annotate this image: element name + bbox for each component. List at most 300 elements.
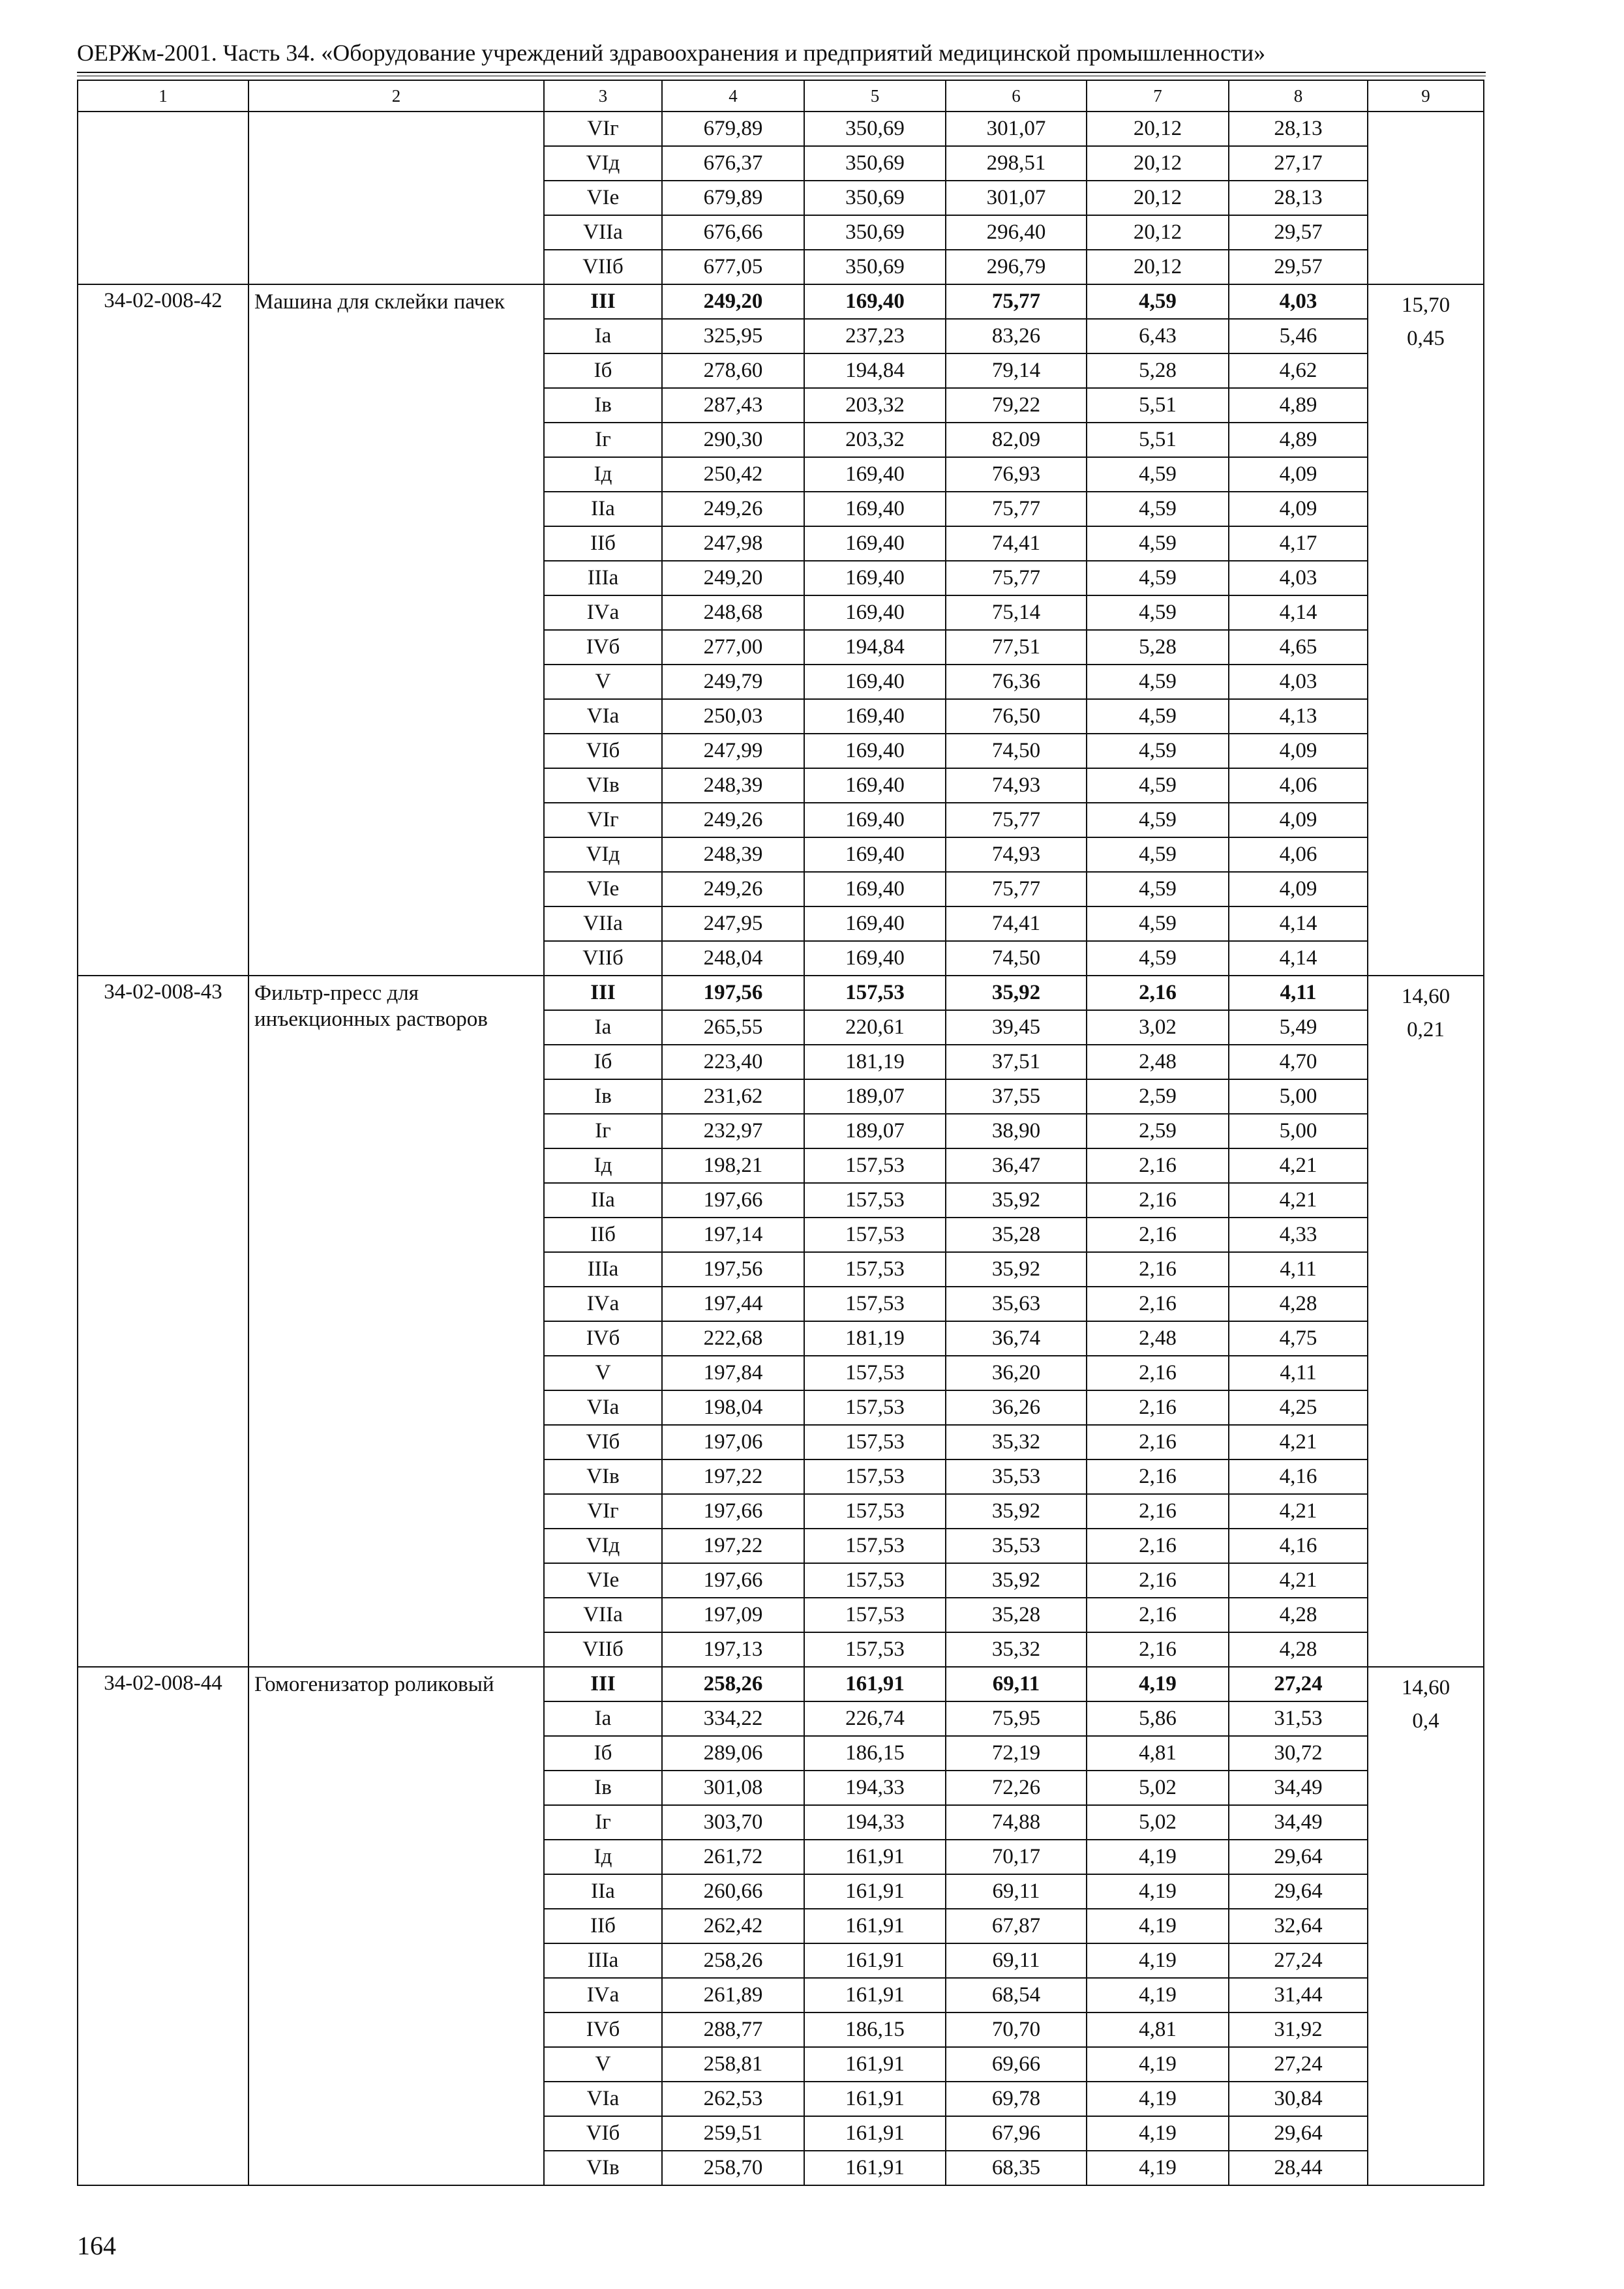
value-cell: 258,26 [662,1943,804,1978]
value-cell: 75,95 [946,1701,1087,1736]
value-cell: 262,42 [662,1909,804,1943]
extra-value: 0,45 [1407,327,1445,350]
zone-cell: IIа [544,1874,662,1909]
value-cell: 258,70 [662,2151,804,2185]
value-cell: 169,40 [804,699,946,734]
value-cell: 303,70 [662,1805,804,1840]
code-cell: 34-02-008-44 [78,1667,248,2185]
value-cell: 4,19 [1087,1874,1229,1909]
value-cell: 203,32 [804,423,946,457]
value-cell: 679,89 [662,181,804,215]
value-cell: 75,77 [946,561,1087,595]
value-cell: 4,16 [1229,1459,1368,1494]
value-cell: 189,07 [804,1114,946,1148]
value-cell: 5,46 [1229,319,1368,353]
value-cell: 301,07 [946,112,1087,146]
zone-cell: IIб [544,1218,662,1252]
value-cell: 2,16 [1087,1390,1229,1425]
value-cell: 67,87 [946,1909,1087,1943]
value-cell: 30,84 [1229,2082,1368,2116]
zone-cell: Iд [544,457,662,492]
value-cell: 27,24 [1229,1943,1368,1978]
value-cell: 4,75 [1229,1321,1368,1356]
value-cell: 4,59 [1087,803,1229,837]
name-cell [248,112,544,284]
value-cell: 161,91 [804,2047,946,2082]
value-cell: 4,09 [1229,734,1368,768]
zone-cell: VIг [544,112,662,146]
zone-cell: VIв [544,2151,662,2185]
value-cell: 4,19 [1087,2047,1229,2082]
value-cell: 34,49 [1229,1771,1368,1805]
code-cell [78,112,248,284]
zone-cell: VIв [544,1459,662,1494]
value-cell: 75,14 [946,595,1087,630]
value-cell: 72,19 [946,1736,1087,1771]
value-cell: 5,28 [1087,630,1229,665]
value-cell: 2,16 [1087,1632,1229,1667]
value-cell: 5,51 [1087,388,1229,423]
value-cell: 4,14 [1229,595,1368,630]
value-cell: 4,06 [1229,837,1368,872]
value-cell: 69,11 [946,1943,1087,1978]
value-cell: 194,84 [804,353,946,388]
value-cell: 28,13 [1229,181,1368,215]
value-cell: 169,40 [804,734,946,768]
zone-cell: Iб [544,353,662,388]
value-cell: 186,15 [804,1736,946,1771]
value-cell: 4,59 [1087,526,1229,561]
value-cell: 169,40 [804,906,946,941]
value-cell: 249,20 [662,561,804,595]
value-cell: 157,53 [804,1287,946,1321]
value-cell: 2,16 [1087,1252,1229,1287]
value-cell: 2,59 [1087,1114,1229,1148]
value-cell: 4,09 [1229,803,1368,837]
value-cell: 194,84 [804,630,946,665]
value-cell: 157,53 [804,1529,946,1563]
column-number: 1 [78,80,248,112]
zone-cell: VIа [544,1390,662,1425]
value-cell: 287,43 [662,388,804,423]
value-cell: 157,53 [804,1356,946,1390]
value-cell: 169,40 [804,803,946,837]
value-cell: 83,26 [946,319,1087,353]
value-cell: 5,28 [1087,353,1229,388]
value-cell: 4,28 [1229,1287,1368,1321]
value-cell: 35,53 [946,1529,1087,1563]
value-cell: 197,56 [662,1252,804,1287]
value-cell: 74,41 [946,906,1087,941]
value-cell: 31,92 [1229,2012,1368,2047]
value-cell: 161,91 [804,1874,946,1909]
value-cell: 161,91 [804,1840,946,1874]
value-cell: 37,55 [946,1079,1087,1114]
zone-cell: IVа [544,1978,662,2012]
value-cell: 29,64 [1229,2116,1368,2151]
value-cell: 169,40 [804,941,946,976]
value-cell: 350,69 [804,250,946,284]
value-cell: 169,40 [804,872,946,906]
value-cell: 169,40 [804,284,946,319]
zone-cell: IIа [544,492,662,526]
value-cell: 75,77 [946,492,1087,526]
value-cell: 4,59 [1087,941,1229,976]
extra-cell [1368,284,1484,976]
value-cell: 34,49 [1229,1805,1368,1840]
zone-cell: VIIб [544,941,662,976]
value-cell: 35,53 [946,1459,1087,1494]
zone-cell: V [544,665,662,699]
zone-cell: III [544,976,662,1010]
value-cell: 35,92 [946,1563,1087,1598]
value-cell: 4,19 [1087,2082,1229,2116]
value-cell: 36,20 [946,1356,1087,1390]
value-cell: 194,33 [804,1805,946,1840]
value-cell: 4,19 [1087,1840,1229,1874]
extra-cell [1368,112,1484,284]
table-row [78,112,1484,146]
value-cell: 301,08 [662,1771,804,1805]
value-cell: 37,51 [946,1045,1087,1079]
zone-cell: VIд [544,1529,662,1563]
value-cell: 4,21 [1229,1494,1368,1529]
value-cell: 169,40 [804,561,946,595]
value-cell: 4,59 [1087,284,1229,319]
value-cell: 157,53 [804,1459,946,1494]
value-cell: 157,53 [804,1390,946,1425]
value-cell: 4,59 [1087,492,1229,526]
code-cell: 34-02-008-43 [78,976,248,1667]
value-cell: 4,81 [1087,1736,1229,1771]
value-cell: 4,19 [1087,1909,1229,1943]
value-cell: 4,33 [1229,1218,1368,1252]
value-cell: 4,14 [1229,906,1368,941]
value-cell: 27,17 [1229,146,1368,181]
zone-cell: IIIа [544,1943,662,1978]
value-cell: 4,19 [1087,1978,1229,2012]
value-cell: 157,53 [804,1598,946,1632]
zone-cell: VIб [544,1425,662,1459]
value-cell: 288,77 [662,2012,804,2047]
value-cell: 4,03 [1229,284,1368,319]
value-cell: 278,60 [662,353,804,388]
value-cell: 4,59 [1087,734,1229,768]
value-cell: 36,74 [946,1321,1087,1356]
value-cell: 2,16 [1087,1459,1229,1494]
value-cell: 197,44 [662,1287,804,1321]
value-cell: 35,92 [946,1183,1087,1218]
value-cell: 222,68 [662,1321,804,1356]
value-cell: 4,21 [1229,1148,1368,1183]
value-cell: 38,90 [946,1114,1087,1148]
value-cell: 259,51 [662,2116,804,2151]
value-cell: 67,96 [946,2116,1087,2151]
zone-cell: IVб [544,630,662,665]
value-cell: 181,19 [804,1321,946,1356]
value-cell: 82,09 [946,423,1087,457]
value-cell: 2,16 [1087,1148,1229,1183]
column-number: 6 [946,80,1087,112]
value-cell: 32,64 [1229,1909,1368,1943]
zone-cell: VIв [544,768,662,803]
value-cell: 35,28 [946,1218,1087,1252]
zone-cell: Iд [544,1840,662,1874]
value-cell: 248,39 [662,768,804,803]
name-cell: Фильтр-пресс для инъекционных растворов [248,976,544,1667]
zone-cell: IVб [544,1321,662,1356]
value-cell: 69,11 [946,1874,1087,1909]
value-cell: 4,11 [1229,976,1368,1010]
value-cell: 72,26 [946,1771,1087,1805]
value-cell: 189,07 [804,1079,946,1114]
value-cell: 75,77 [946,872,1087,906]
value-cell: 2,16 [1087,1529,1229,1563]
value-cell: 4,09 [1229,872,1368,906]
zone-cell: IVб [544,2012,662,2047]
value-cell: 4,25 [1229,1390,1368,1425]
zone-cell: Iа [544,1701,662,1736]
header-rule [77,72,1486,73]
value-cell: 4,89 [1229,388,1368,423]
value-cell: 79,22 [946,388,1087,423]
zone-cell: III [544,1667,662,1701]
extra-value: 0,4 [1412,1709,1439,1733]
value-cell: 169,40 [804,837,946,872]
extra-value: 15,70 [1401,293,1451,317]
zone-cell: Iб [544,1045,662,1079]
value-cell: 4,59 [1087,699,1229,734]
value-cell: 4,21 [1229,1425,1368,1459]
value-cell: 4,03 [1229,561,1368,595]
value-cell: 28,13 [1229,112,1368,146]
value-cell: 4,59 [1087,665,1229,699]
value-cell: 247,98 [662,526,804,561]
value-cell: 75,77 [946,284,1087,319]
value-cell: 28,44 [1229,2151,1368,2185]
extra-cell [1368,976,1484,1667]
value-cell: 36,47 [946,1148,1087,1183]
zone-cell: Iг [544,423,662,457]
zone-cell: VIIа [544,906,662,941]
value-cell: 4,21 [1229,1183,1368,1218]
value-cell: 74,88 [946,1805,1087,1840]
value-cell: 169,40 [804,457,946,492]
value-cell: 70,70 [946,2012,1087,2047]
value-cell: 4,65 [1229,630,1368,665]
zone-cell: VIд [544,146,662,181]
value-cell: 4,11 [1229,1356,1368,1390]
value-cell: 198,04 [662,1390,804,1425]
value-cell: 4,16 [1229,1529,1368,1563]
value-cell: 35,32 [946,1425,1087,1459]
value-cell: 2,16 [1087,976,1229,1010]
value-cell: 262,53 [662,2082,804,2116]
column-number: 3 [544,80,662,112]
value-cell: 261,89 [662,1978,804,2012]
value-cell: 76,93 [946,457,1087,492]
name-cell: Гомогенизатор роликовый [248,1667,544,2185]
value-cell: 4,21 [1229,1563,1368,1598]
value-cell: 197,14 [662,1218,804,1252]
value-cell: 290,30 [662,423,804,457]
page-header: ОЕРЖм-2001. Часть 34. «Оборудование учреждений здравоохранения и предприятий медицинской промышленности» [77,40,1266,66]
value-cell: 169,40 [804,665,946,699]
value-cell: 203,32 [804,388,946,423]
value-cell: 4,28 [1229,1632,1368,1667]
table-row [78,284,1484,319]
value-cell: 29,64 [1229,1874,1368,1909]
value-cell: 161,91 [804,2082,946,2116]
zone-cell: VIе [544,872,662,906]
value-cell: 2,48 [1087,1321,1229,1356]
value-cell: 4,59 [1087,457,1229,492]
value-cell: 289,06 [662,1736,804,1771]
value-cell: 2,16 [1087,1563,1229,1598]
value-cell: 2,16 [1087,1425,1229,1459]
value-cell: 679,89 [662,112,804,146]
value-cell: 350,69 [804,215,946,250]
value-cell: 2,16 [1087,1218,1229,1252]
value-cell: 4,03 [1229,665,1368,699]
value-cell: 3,02 [1087,1010,1229,1045]
value-cell: 79,14 [946,353,1087,388]
value-cell: 197,09 [662,1598,804,1632]
value-cell: 677,05 [662,250,804,284]
zone-cell: IIIа [544,561,662,595]
value-cell: 161,91 [804,1943,946,1978]
value-cell: 247,95 [662,906,804,941]
value-cell: 5,00 [1229,1079,1368,1114]
value-cell: 69,66 [946,2047,1087,2082]
value-cell: 249,79 [662,665,804,699]
zone-cell: VIд [544,837,662,872]
zone-cell: VIIб [544,250,662,284]
value-cell: 35,63 [946,1287,1087,1321]
value-cell: 277,00 [662,630,804,665]
zone-cell: IIб [544,526,662,561]
extra-value: 14,60 [1401,1676,1451,1699]
value-cell: 298,51 [946,146,1087,181]
value-cell: 70,17 [946,1840,1087,1874]
value-cell: 247,99 [662,734,804,768]
value-cell: 157,53 [804,1218,946,1252]
value-cell: 226,74 [804,1701,946,1736]
extra-value: 14,60 [1401,985,1451,1008]
zone-cell: III [544,284,662,319]
column-number: 8 [1229,80,1368,112]
value-cell: 2,16 [1087,1287,1229,1321]
value-cell: 4,19 [1087,2116,1229,2151]
value-cell: 5,49 [1229,1010,1368,1045]
value-cell: 261,72 [662,1840,804,1874]
zone-cell: VIг [544,803,662,837]
value-cell: 249,26 [662,803,804,837]
value-cell: 260,66 [662,1874,804,1909]
value-cell: 31,44 [1229,1978,1368,2012]
value-cell: 350,69 [804,181,946,215]
value-cell: 27,24 [1229,2047,1368,2082]
value-cell: 197,22 [662,1529,804,1563]
value-cell: 74,93 [946,837,1087,872]
value-cell: 6,43 [1087,319,1229,353]
value-cell: 197,13 [662,1632,804,1667]
value-cell: 249,26 [662,872,804,906]
zone-cell: Iв [544,1771,662,1805]
zone-cell: VIг [544,1494,662,1529]
value-cell: 157,53 [804,1425,946,1459]
zone-cell: VIб [544,2116,662,2151]
value-cell: 161,91 [804,2116,946,2151]
zone-cell: Iг [544,1805,662,1840]
value-cell: 181,19 [804,1045,946,1079]
value-cell: 301,07 [946,181,1087,215]
code-cell: 34-02-008-42 [78,284,248,976]
zone-cell: Iа [544,1010,662,1045]
value-cell: 676,66 [662,215,804,250]
value-cell: 4,59 [1087,561,1229,595]
column-number: 2 [248,80,544,112]
value-cell: 197,06 [662,1425,804,1459]
value-cell: 20,12 [1087,181,1229,215]
zone-cell: VIб [544,734,662,768]
value-cell: 169,40 [804,492,946,526]
value-cell: 161,91 [804,1978,946,2012]
value-cell: 4,59 [1087,872,1229,906]
value-cell: 334,22 [662,1701,804,1736]
value-cell: 350,69 [804,112,946,146]
zone-cell: V [544,2047,662,2082]
value-cell: 197,56 [662,976,804,1010]
value-cell: 250,42 [662,457,804,492]
value-cell: 35,92 [946,1494,1087,1529]
name-cell: Машина для склейки пачек [248,284,544,976]
value-cell: 248,04 [662,941,804,976]
column-number: 5 [804,80,946,112]
value-cell: 5,00 [1229,1114,1368,1148]
value-cell: 4,17 [1229,526,1368,561]
value-cell: 169,40 [804,595,946,630]
value-cell: 68,54 [946,1978,1087,2012]
value-cell: 4,09 [1229,492,1368,526]
value-cell: 249,26 [662,492,804,526]
value-cell: 29,57 [1229,215,1368,250]
value-cell: 2,16 [1087,1183,1229,1218]
zone-cell: Iд [544,1148,662,1183]
extra-value: 0,21 [1407,1018,1445,1041]
value-cell: 197,66 [662,1494,804,1529]
value-cell: 69,11 [946,1667,1087,1701]
value-cell: 5,86 [1087,1701,1229,1736]
value-cell: 4,59 [1087,906,1229,941]
value-cell: 232,97 [662,1114,804,1148]
column-number-row [78,80,1484,112]
value-cell: 258,26 [662,1667,804,1701]
value-cell: 74,93 [946,768,1087,803]
zone-cell: V [544,1356,662,1390]
value-cell: 2,16 [1087,1494,1229,1529]
value-cell: 76,50 [946,699,1087,734]
value-cell: 198,21 [662,1148,804,1183]
value-cell: 76,36 [946,665,1087,699]
value-cell: 30,72 [1229,1736,1368,1771]
value-cell: 4,06 [1229,768,1368,803]
value-cell: 197,66 [662,1183,804,1218]
value-cell: 248,68 [662,595,804,630]
value-cell: 4,28 [1229,1598,1368,1632]
zone-cell: IVа [544,595,662,630]
value-cell: 5,02 [1087,1805,1229,1840]
